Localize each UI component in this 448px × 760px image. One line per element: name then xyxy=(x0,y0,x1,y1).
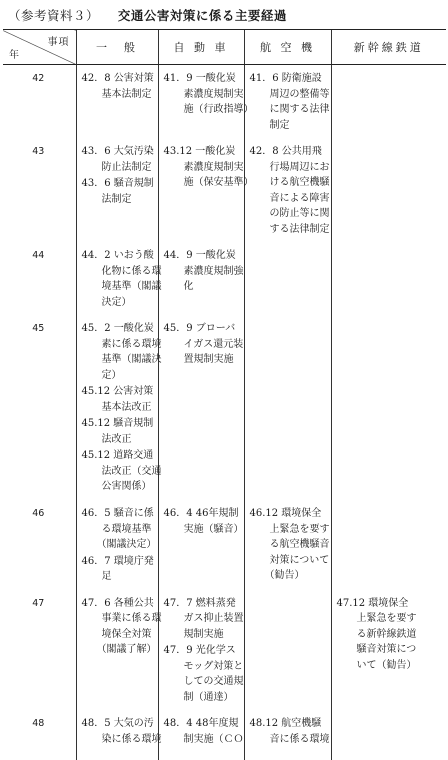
event-entry: 45.12 道路交通 法改正（交通 公害関係） xyxy=(82,448,156,495)
event-entry: 48.12 航空機騒 音に係る環境 xyxy=(250,716,329,747)
event-entry: 43．6 騒音規制 法制定 xyxy=(82,176,156,207)
event-entry: 45.12 公害対策 基本法改正 xyxy=(82,384,156,415)
car-cell xyxy=(158,500,244,590)
event-entry: 43.12 一酸化炭 素濃度規制実 施（保安基準） xyxy=(164,144,242,191)
event-entry: 48．5 大気の汚 染に係る環境 xyxy=(82,716,156,747)
rail-cell xyxy=(331,590,446,711)
header-item-label: 事項 xyxy=(48,33,70,48)
general-cell xyxy=(76,138,158,242)
event-entry: 46．4 46年規制 実施（騒音） xyxy=(164,506,242,537)
car-cell xyxy=(158,710,244,760)
rail-cell xyxy=(331,315,446,500)
event-entry: 42．8 公害対策 基本法制定 xyxy=(82,71,156,102)
air-cell xyxy=(244,242,331,315)
event-entry: 47．6 各種公共 事業に係る環 境保全対策 （閣議了解） xyxy=(82,596,156,658)
header-general: 一 般 xyxy=(76,30,158,65)
air-cell xyxy=(244,500,331,590)
event-entry: 44．2 いおう酸 化物に係る環 境基準（閣議 決定） xyxy=(82,248,156,310)
event-entry: 44．9 一酸化炭 素濃度規制強 化 xyxy=(164,248,242,295)
title-reference: （参考資料３） xyxy=(8,8,99,23)
event-entry: 43．6 大気汚染 防止法制定 xyxy=(82,144,156,175)
header-car: 自 動 車 xyxy=(158,30,244,65)
header-year-label: 年 xyxy=(9,46,22,61)
event-entry: 47．9 光化学ス モッグ対策と しての交通規 制（通達） xyxy=(164,643,242,705)
air-cell xyxy=(244,138,331,242)
header-corner-cell xyxy=(3,30,76,65)
header-rail: 新幹線鉄道 xyxy=(331,30,446,65)
year-cell: 43 xyxy=(3,138,76,242)
year-cell: 48 xyxy=(3,710,76,760)
air-cell xyxy=(244,590,331,711)
general-cell xyxy=(76,710,158,760)
event-entry: 45.12 騒音規制 法改正 xyxy=(82,416,156,447)
general-cell xyxy=(76,590,158,711)
table-row xyxy=(3,138,446,242)
event-entry: 41．9 一酸化炭 素濃度規制実 施（行政指導） xyxy=(164,71,242,118)
document-title xyxy=(8,6,287,24)
table-body xyxy=(3,65,446,760)
table-row xyxy=(3,500,446,590)
table-row xyxy=(3,65,446,139)
event-entry: 45．2 一酸化炭 素に係る環境 基準（閣議決 定） xyxy=(82,321,156,383)
rail-cell xyxy=(331,710,446,760)
air-cell xyxy=(244,710,331,760)
event-entry: 45．9 ブローバ イガス還元装 置規制実施 xyxy=(164,321,242,368)
general-cell xyxy=(76,65,158,139)
header-air: 航 空 機 xyxy=(244,30,331,65)
year-cell: 44 xyxy=(3,242,76,315)
header-row xyxy=(3,30,446,65)
general-cell xyxy=(76,500,158,590)
car-cell xyxy=(158,138,244,242)
year-cell: 45 xyxy=(3,315,76,500)
rail-cell xyxy=(331,138,446,242)
rail-cell xyxy=(331,65,446,139)
car-cell xyxy=(158,242,244,315)
year-cell: 47 xyxy=(3,590,76,711)
event-entry: 47.12 環境保全 上緊急を要す る新幹線鉄道 騒音対策につ いて（勧告） xyxy=(337,596,445,674)
rail-cell xyxy=(331,242,446,315)
table-row xyxy=(3,242,446,315)
general-cell xyxy=(76,315,158,500)
car-cell xyxy=(158,65,244,139)
table-row xyxy=(3,315,446,500)
event-entry: 47．7 燃料蒸発 ガス抑止装置 規制実施 xyxy=(164,596,242,643)
title-text: 交通公害対策に係る主要経過 xyxy=(118,8,287,23)
event-entry: 46.12 環境保全 上緊急を要す る航空機騒音 対策について （勧告） xyxy=(250,506,329,584)
year-cell: 46 xyxy=(3,500,76,590)
general-cell xyxy=(76,242,158,315)
table-row xyxy=(3,590,446,711)
event-entry: 42．8 公共用飛 行場周辺にお ける航空機騒 音による障害 の防止等に関 する法律制定 xyxy=(250,144,329,237)
table-row xyxy=(3,710,446,760)
year-cell: 42 xyxy=(3,65,76,139)
event-entry: 48．4 48年度規 制実施（ＣＯ xyxy=(164,716,242,747)
chronology-table xyxy=(3,29,446,760)
car-cell xyxy=(158,315,244,500)
rail-cell xyxy=(331,500,446,590)
event-entry: 41．6 防衛施設 周辺の整備等 に関する法律 制定 xyxy=(250,71,329,133)
car-cell xyxy=(158,590,244,711)
air-cell xyxy=(244,65,331,139)
air-cell xyxy=(244,315,331,500)
event-entry: 46．5 騒音に係 る環境基準 （閣議決定） xyxy=(82,506,156,553)
event-entry: 46．7 環境庁発 足 xyxy=(82,554,156,585)
